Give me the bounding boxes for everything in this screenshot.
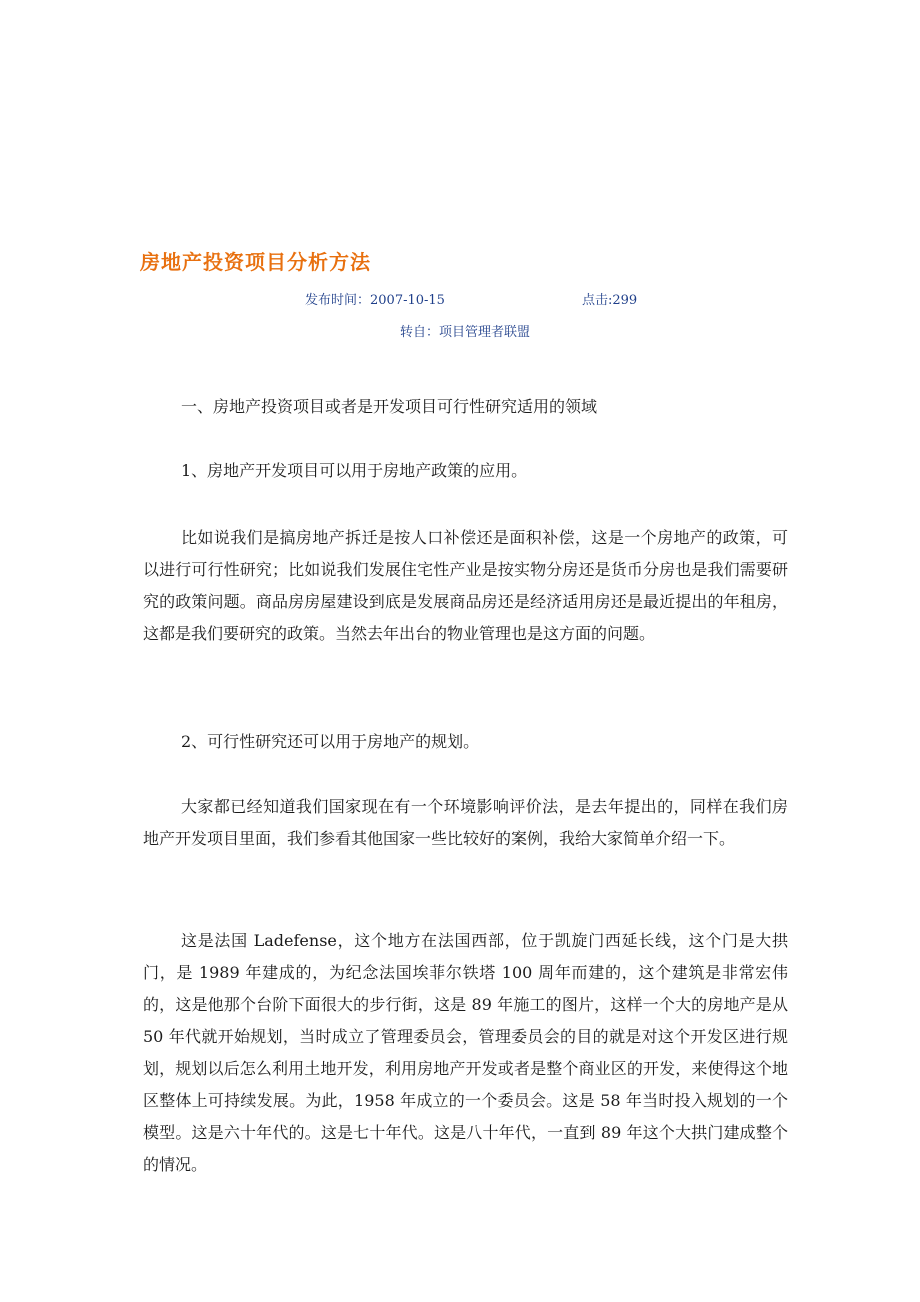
paragraph-policy: 比如说我们是搞房地产拆迁是按人口补偿还是面积补偿，这是一个房地产的政策，可以进行可行性研究；比如说我们发展住宅性产业是按实物分房还是货币分房也是我们需要研究的政策问题。商品房房屋建设到底是发展商品房还是经济适用房还是最近提出的年租房，这都是我们要研究的政策。当然去年出台的物业管理也是这方面的问题。 [143, 528, 788, 643]
point-heading-1: 1、房地产开发项目可以用于房地产政策的应用。 [181, 461, 528, 480]
article-source: 转自：项目管理者联盟 [400, 325, 531, 340]
article-title: 房地产投资项目分析方法 [140, 250, 371, 274]
paragraph-ladefense: 这是法国 Ladefense，这个地方在法国西部，位于凯旋门西延长线，这个门是大拱门，是 1989 年建成的，为纪念法国埃菲尔铁塔 100 周年而建的，这个建筑是非常宏伟的，这是他那个台阶下面很大的步行街，这是 89 年施工的图片，这样一个大的房地产是从 50 年代就开始规划，当时成立了管理委员会，管理委员会的目的就是对这个开发区进行规划，规划以后怎么利用土地开发，利用房地产开发或者是整个商业区的开发，来使得这个地区整体上可持续发展。为此，1958 年成立的一个委员会。这是 58 年当时投入规划的一个模型。这是六十年代的。这是七十年代。这是八十年代，一直到 89 年这个大拱门建成整个的情况。 [143, 931, 788, 1174]
section-heading: 一、房地产投资项目或者是开发项目可行性研究适用的领域 [181, 397, 598, 416]
point-heading-2: 2、可行性研究还可以用于房地产的规划。 [181, 732, 480, 751]
paragraph-environment: 大家都已经知道我们国家现在有一个环境影响评价法，是去年提出的，同样在我们房地产开发项目里面，我们参看其他国家一些比较好的案例，我给大家简单介绍一下。 [143, 797, 788, 848]
publish-date: 发布时间：2007-10-15 [305, 293, 445, 308]
click-count: 点击:299 [582, 293, 638, 308]
